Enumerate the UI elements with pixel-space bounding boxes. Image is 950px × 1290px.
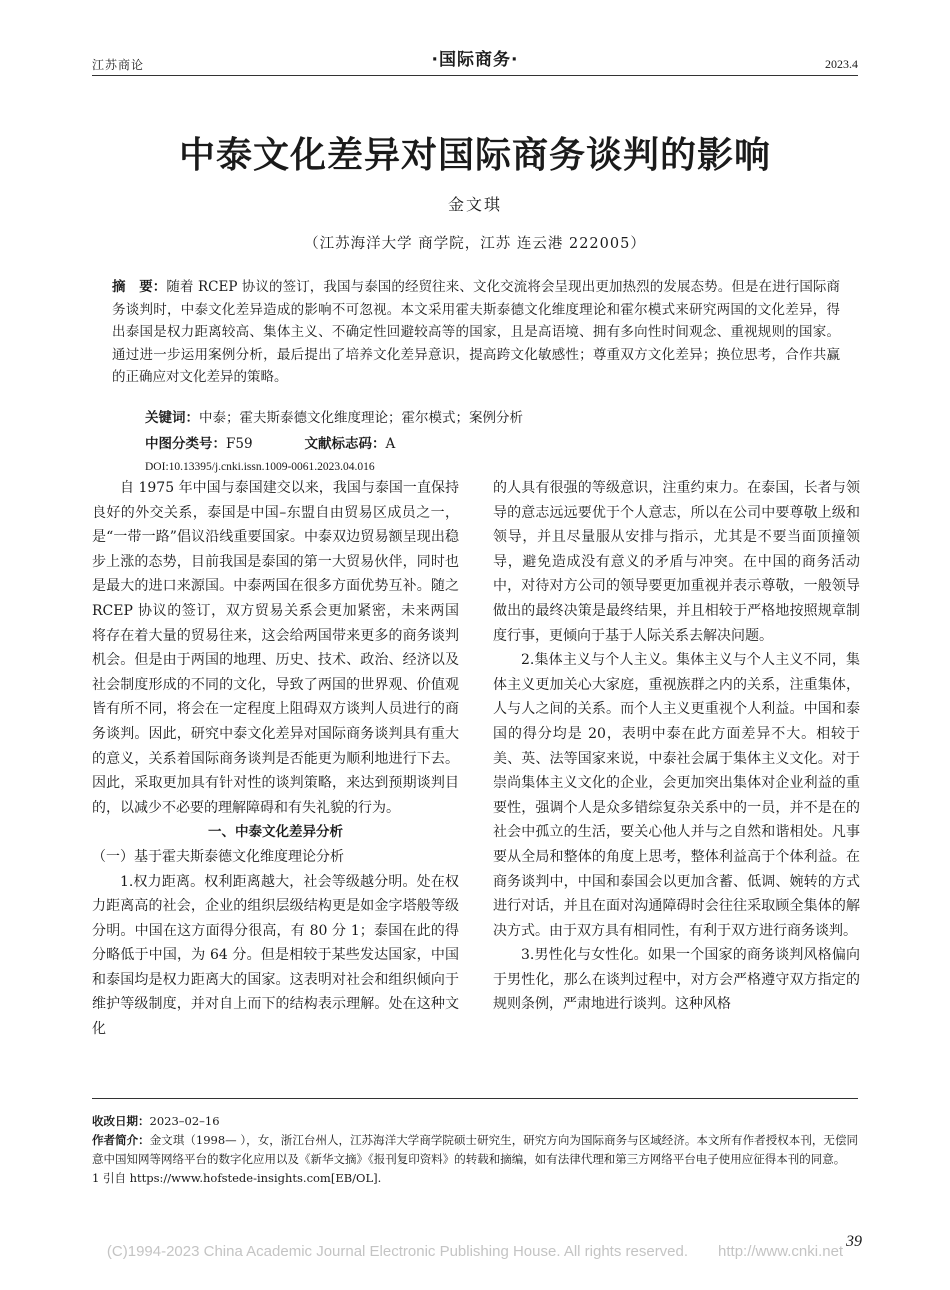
reference-footnote[interactable]: 1 引自 https://www.hofstede-insights.com[EB/OL]. bbox=[92, 1171, 382, 1185]
section-label: ·国际商务· bbox=[431, 50, 519, 70]
paragraph: 自 1975 年中国与泰国建交以来，我国与泰国一直保持良好的外交关系，泰国是中国–东盟自由贸易区成员之一，是“一带一路”倡议沿线重要国家。中泰双边贸易额呈现出稳步上涨的态势，目前我国是泰国的第一大贸易伙伴，同时也是最大的进口来源国。中泰两国在很多方面优势互补。随之 RCEP 协议的签订，双方贸易关系会更加紧密，未来两国将存在着大量的贸易往来，这会给两国带来更多的商务谈判机会。但是由于两国的地理、历史、技术、政治、经济以及社会制度形成的不同的文化，导致了两国的世界观、价值观皆有所不同，将会在一定程度上阻碍双方谈判人员进行的商务谈判。因此，研究中泰文化差异对国际商务谈判具有重大的意义，关系着国际商务谈判是否能更为顺利地进行下去。因此，采取更加具有针对性的谈判策略，来达到预期谈判目的，以减少不必要的理解障碍和有失礼貌的行为。 bbox=[92, 480, 459, 816]
keywords-label: 关键词： bbox=[145, 410, 199, 426]
doi[interactable]: DOI:10.13395/j.cnki.issn.1009-0061.2023.04.016 bbox=[145, 461, 375, 473]
header-divider bbox=[92, 75, 858, 76]
keywords-text: 中泰；霍夫斯泰德文化维度理论；霍尔模式；案例分析 bbox=[199, 410, 523, 426]
clc-value: F59 bbox=[226, 436, 253, 452]
footnote-divider bbox=[92, 1098, 858, 1099]
doc-code-label: 文献标志码： bbox=[304, 436, 386, 452]
abstract-label: 摘 要： bbox=[112, 279, 167, 295]
body-column-right bbox=[493, 476, 860, 1017]
paper-title: 中泰文化差异对国际商务谈判的影响 bbox=[178, 135, 771, 176]
author-name: 金文琪 bbox=[447, 195, 502, 214]
paragraph: 1.权力距离。权利距离越大，社会等级越分明。处在权力距离高的社会，企业的组织层级结构更是如金字塔般等级分明。中国在这方面得分很高，有 80 分 1；泰国在此的得分略低于中国，为 64 分。但是相较于某些发达国家，中国和泰国均是权力距离大的国家。这表明对社会和组织倾向于维护等级制度，并对自上而下的结构表示理解。处在这种文化 bbox=[92, 873, 459, 1038]
doc-code-value: A bbox=[385, 436, 396, 452]
received-date bbox=[92, 1112, 858, 1131]
clc-label: 中图分类号： bbox=[145, 436, 226, 452]
keywords bbox=[145, 406, 523, 426]
paragraph: 3.男性化与女性化。如果一个国家的商务谈判风格偏向于男性化，那么在谈判过程中，对方会严格遵守双方指定的规则条例，严肃地进行谈判。这种风格 bbox=[493, 947, 860, 1013]
subsection-heading: （一）基于霍夫斯泰德文化维度理论分析 bbox=[92, 848, 344, 865]
paragraph: 的人具有很强的等级意识，注重约束力。在泰国，长者与领导的意志远远要优于个人意志，所以在公司中要尊敬上级和领导，并且尽量服从安排与指示，尤其是不要当面顶撞领导，避免造成没有意义的矛盾与冲突。在中国的商务活动中，对待对方公司的领导要更加重视并表示尊敬，一般领导做出的最终决策是最终结果，并且相较于严格地按照规章制度行事，更倾向于基于人际关系去解决问题。 bbox=[493, 480, 860, 644]
body-column-left bbox=[92, 476, 459, 1042]
issue-label: 2023.4 bbox=[825, 57, 858, 71]
affiliation: （江苏海洋大学 商学院，江苏 连云港 222005） bbox=[304, 236, 646, 252]
received-value: 2023–02–16 bbox=[149, 1114, 220, 1128]
copyright-watermark: (C)1994-2023 China Academic Journal Electronic Publishing House. All rights reserved. http://www.cnki.net bbox=[106, 1243, 844, 1260]
page-number: 39 bbox=[846, 1233, 862, 1250]
journal-name: 江苏商论 bbox=[92, 58, 145, 72]
author-bio-text: 金文琪（1998— ），女，浙江台州人，江苏海洋大学商学院硕士研究生，研究方向为国际商务与区域经济。本文所有作者授权本刊，无偿同意中国知网等网络平台的数字化应用以及《新华文摘》《报刊复印资料》的转载和摘编，如有法律代理和第三方网络平台电子使用应征得本刊的同意。 bbox=[92, 1133, 859, 1166]
abstract-text: 随着 RCEP 协议的签订，我国与泰国的经贸往来、文化交流将会呈现出更加热烈的发展态势。但是在进行国际商务谈判时，中泰文化差异造成的影响不可忽视。本文采用霍夫斯泰德文化维度理论和霍尔模式来研究两国的文化差异，得出泰国是权力距离较高、集体主义、不确定性回避较高等的国家，且是高语境、拥有多向性时间观念、重视规则的国家。通过进一步运用案例分析，最后提出了培养文化差异意识，提高跨文化敏感性；尊重双方文化差异；换位思考，合作共赢的正确应对文化差异的策略。 bbox=[112, 279, 841, 386]
author-bio-label: 作者简介： bbox=[92, 1133, 150, 1147]
abstract bbox=[112, 276, 840, 389]
footnotes bbox=[92, 1112, 858, 1188]
classification bbox=[145, 432, 395, 452]
author-bio bbox=[92, 1131, 858, 1169]
paragraph: 2.集体主义与个人主义。集体主义与个人主义不同，集体主义更加关心大家庭，重视族群之内的关系，注重集体，人与人之间的关系。而个人主义更重视个人利益。中国和泰国的得分均是 20，表明中泰在此方面差异不大。相较于美、英、法等国家来说，中泰社会属于集体主义文化。对于崇尚集体主义文化的企业，会更加突出集体对企业利益的重要性，强调个人是众多错综复杂关系中的一员，并不是在的社会中孤立的生活，要关心他人并与之自然和谐相处。凡事要从全局和整体的角度上思考，整体利益高于个体利益。在商务谈判中，中国和泰国会以更加含蓄、低调、婉转的方式进行对话，并且在面对沟通障碍时会往往采取顾全集体的解决方式。由于双方具有相同性，有利于双方进行商务谈判。 bbox=[493, 652, 860, 939]
received-label: 收改日期： bbox=[92, 1114, 150, 1128]
section-heading: 一、中泰文化差异分析 bbox=[208, 824, 343, 841]
